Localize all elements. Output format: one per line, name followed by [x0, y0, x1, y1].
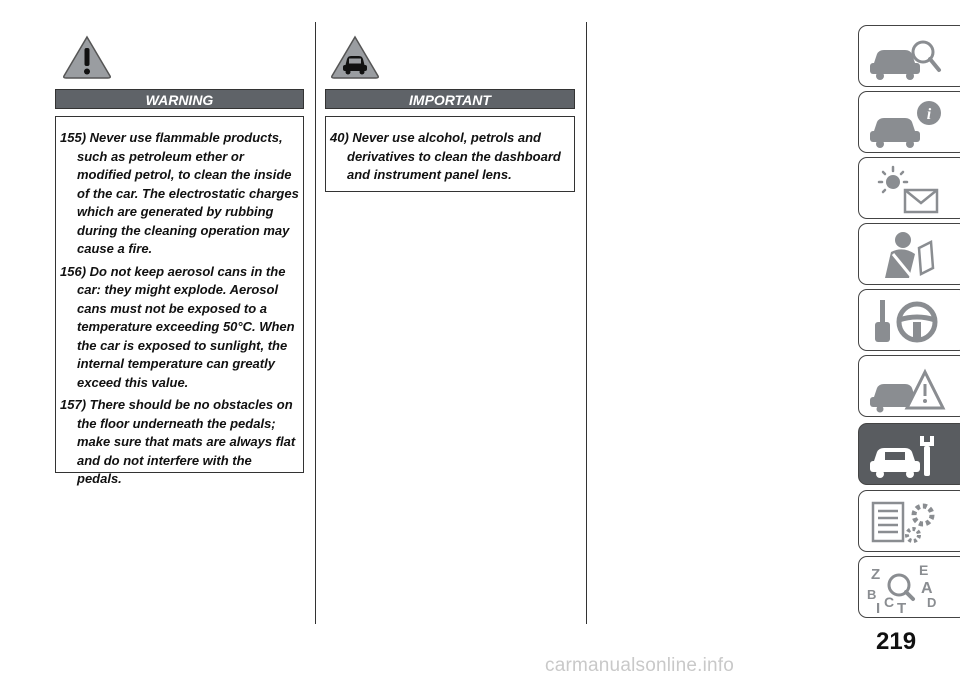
warning-banner: WARNING: [55, 89, 304, 109]
index-letter-z: Z: [871, 566, 881, 583]
car-search-icon: [867, 30, 947, 84]
specs-gear-icon: [867, 495, 947, 549]
car-info-icon: [867, 96, 947, 150]
important-box: [325, 116, 575, 192]
tab-seat-safety[interactable]: [858, 223, 960, 285]
warning-item-155: 155) Never use flammable products, such as petroleum ether or modified petrol, to clean the inside of the car. The electrostatic charges which are generated by rubbing during the cleaning operation may cause a fire.: [60, 130, 299, 256]
tab-specifications[interactable]: [858, 490, 960, 552]
tab-alphabetical-index[interactable]: [858, 556, 960, 618]
index-letter-d: D: [927, 595, 937, 610]
index-letter-i: I: [876, 600, 881, 615]
warning-item-157: 157) There should be no obstacles on the floor underneath the pedals; make sure that mats are always flat and do not interfere with the pedals.: [60, 397, 296, 486]
warning-lights-icon: [867, 162, 947, 216]
warning-box: [55, 116, 304, 486]
index-letter-c: C: [884, 594, 895, 610]
seat-safety-icon: [867, 228, 947, 282]
car-emergency-icon: [867, 360, 947, 414]
index-letter-t: T: [897, 600, 907, 615]
column-divider-right: [586, 22, 587, 624]
car-important-icon: [329, 34, 381, 80]
tab-warning-lights[interactable]: [858, 157, 960, 219]
index-letter-b: B: [867, 587, 877, 602]
warning-item-156: 156) Do not keep aerosol cans in the car: they might explode. Aerosol cans must not be exposed to a temperature exceeding 50°C. When the car is exposed to sunlight, the internal temperature can greatly exceed this value.: [60, 263, 295, 390]
index-letter-e: E: [919, 562, 929, 578]
tab-car-maintenance[interactable]: [858, 423, 960, 485]
tab-car-info[interactable]: [858, 91, 960, 153]
important-banner: IMPORTANT: [325, 89, 575, 109]
car-wrench-icon: [867, 428, 947, 482]
tab-car-search[interactable]: [858, 25, 960, 87]
column-divider-left: [315, 22, 316, 624]
alphabetical-index-icon: [867, 561, 947, 615]
svg-text:i: i: [926, 106, 932, 123]
tab-key-steering[interactable]: [858, 289, 960, 351]
index-letter-a: A: [921, 580, 933, 597]
key-steering-icon: [867, 294, 947, 348]
warning-exclamation-icon: [61, 34, 113, 80]
watermark: carmanualsonline.info: [545, 655, 735, 676]
tab-car-emergency[interactable]: [858, 355, 960, 417]
important-item-40: 40) Never use alcohol, petrols and derivatives to clean the dashboard and instrument panel lens.: [330, 130, 561, 182]
page-number: 219: [876, 628, 917, 655]
